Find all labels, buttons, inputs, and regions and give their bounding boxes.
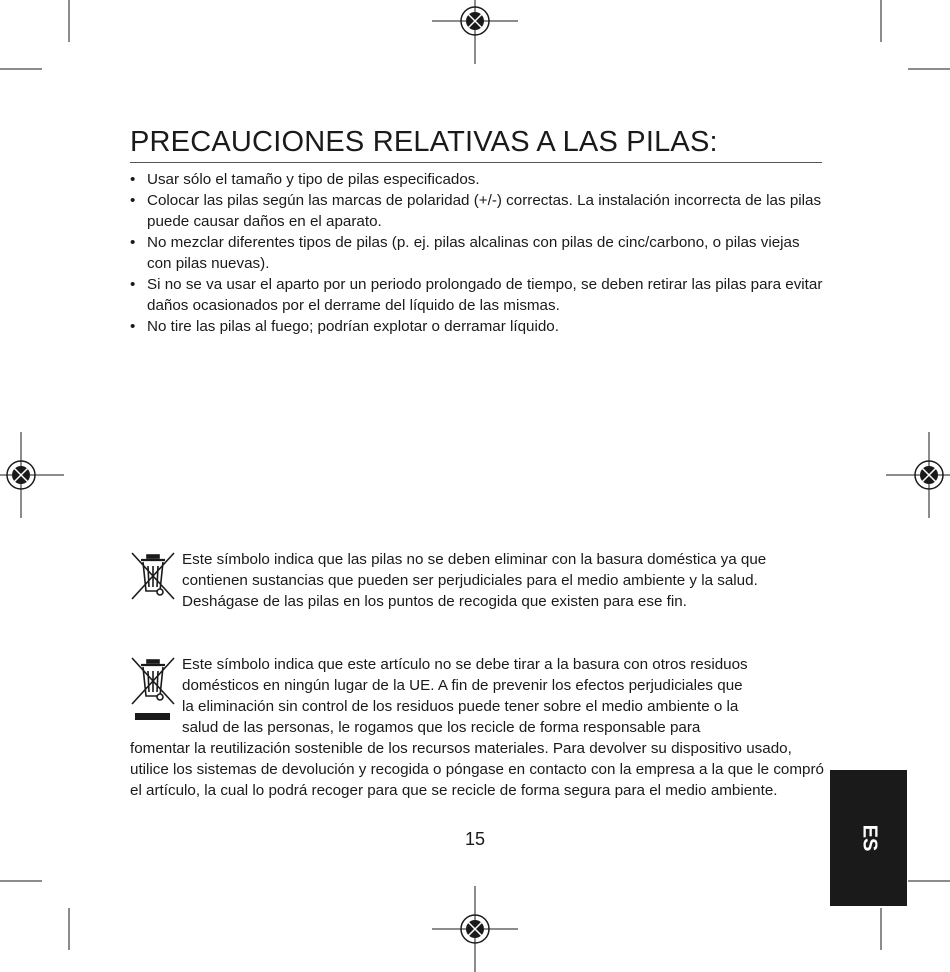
bullet-icon: • xyxy=(130,171,136,188)
list-item-text: No tire las pilas al fuego; podrían explotar o derramar líquido. xyxy=(147,318,559,335)
list-item xyxy=(130,190,825,232)
list-item-text: Usar sólo el tamaño y tipo de pilas especificados. xyxy=(147,171,480,188)
language-tab-label: ES xyxy=(858,824,880,852)
precautions-list xyxy=(130,169,825,337)
crossed-out-bin-icon xyxy=(130,551,176,601)
weee-disposal-notice xyxy=(130,654,830,801)
battery-disposal-notice: Este símbolo indica que las pilas no se deben eliminar con la basura doméstica ya que contienen sustancias que pueden ser perjudiciales para el medio ambiente y la salud. Deshágase de las pilas en los puntos de recogida que existen para ese fin. xyxy=(182,551,767,610)
bullet-icon: • xyxy=(130,192,136,209)
registration-mark-icon xyxy=(0,432,64,518)
registration-mark-icon xyxy=(432,886,518,972)
list-item-text: Colocar las pilas según las marcas de polaridad (+/-) correctas. La instalación incorrecta de las pilas puede causar daños en el aparato. xyxy=(147,192,822,230)
page-number: 15 xyxy=(464,829,486,849)
weee-line: Este símbolo indica que este artículo no se debe tirar a la basura con otros residuos xyxy=(182,656,748,673)
page-title: PRECAUCIONES RELATIVAS A LAS PILAS: xyxy=(130,126,718,158)
bullet-icon: • xyxy=(130,234,136,251)
weee-line: salud de las personas, le rogamos que los recicle de forma responsable para xyxy=(182,719,701,736)
weee-line: la eliminación sin control de los residuos puede tener sobre el medio ambiente o la xyxy=(182,698,739,715)
weee-line-rest: fomentar la reutilización sostenible de los recursos materiales. Para devolver su dispositivo usado, utilice los sistemas de devolución y recogida o póngase en contacto con la empresa a la que le compró el artículo, la cual lo podrá recoger para que se recicle de forma segura para el medio ambiente. xyxy=(130,740,824,799)
list-item xyxy=(130,316,825,337)
list-item xyxy=(130,169,825,190)
title-divider xyxy=(130,162,822,163)
registration-mark-icon xyxy=(886,432,950,518)
bullet-icon: • xyxy=(130,276,136,293)
weee-line: domésticos en ningún lugar de la UE. A fin de prevenir los efectos perjudiciales que xyxy=(182,677,743,694)
list-item-text: No mezclar diferentes tipos de pilas (p. ej. pilas alcalinas con pilas de cinc/carbono, o pilas viejas con pilas nuevas). xyxy=(147,234,800,272)
bullet-icon: • xyxy=(130,318,136,335)
list-item xyxy=(130,274,825,316)
registration-mark-icon xyxy=(432,0,518,64)
language-tab xyxy=(830,770,907,906)
list-item-text: Si no se va usar el aparto por un periodo prolongado de tiempo, se deben retirar las pilas para evitar daños ocasionados por el derrame del líquido de las mismas. xyxy=(147,276,823,314)
list-item xyxy=(130,232,825,274)
